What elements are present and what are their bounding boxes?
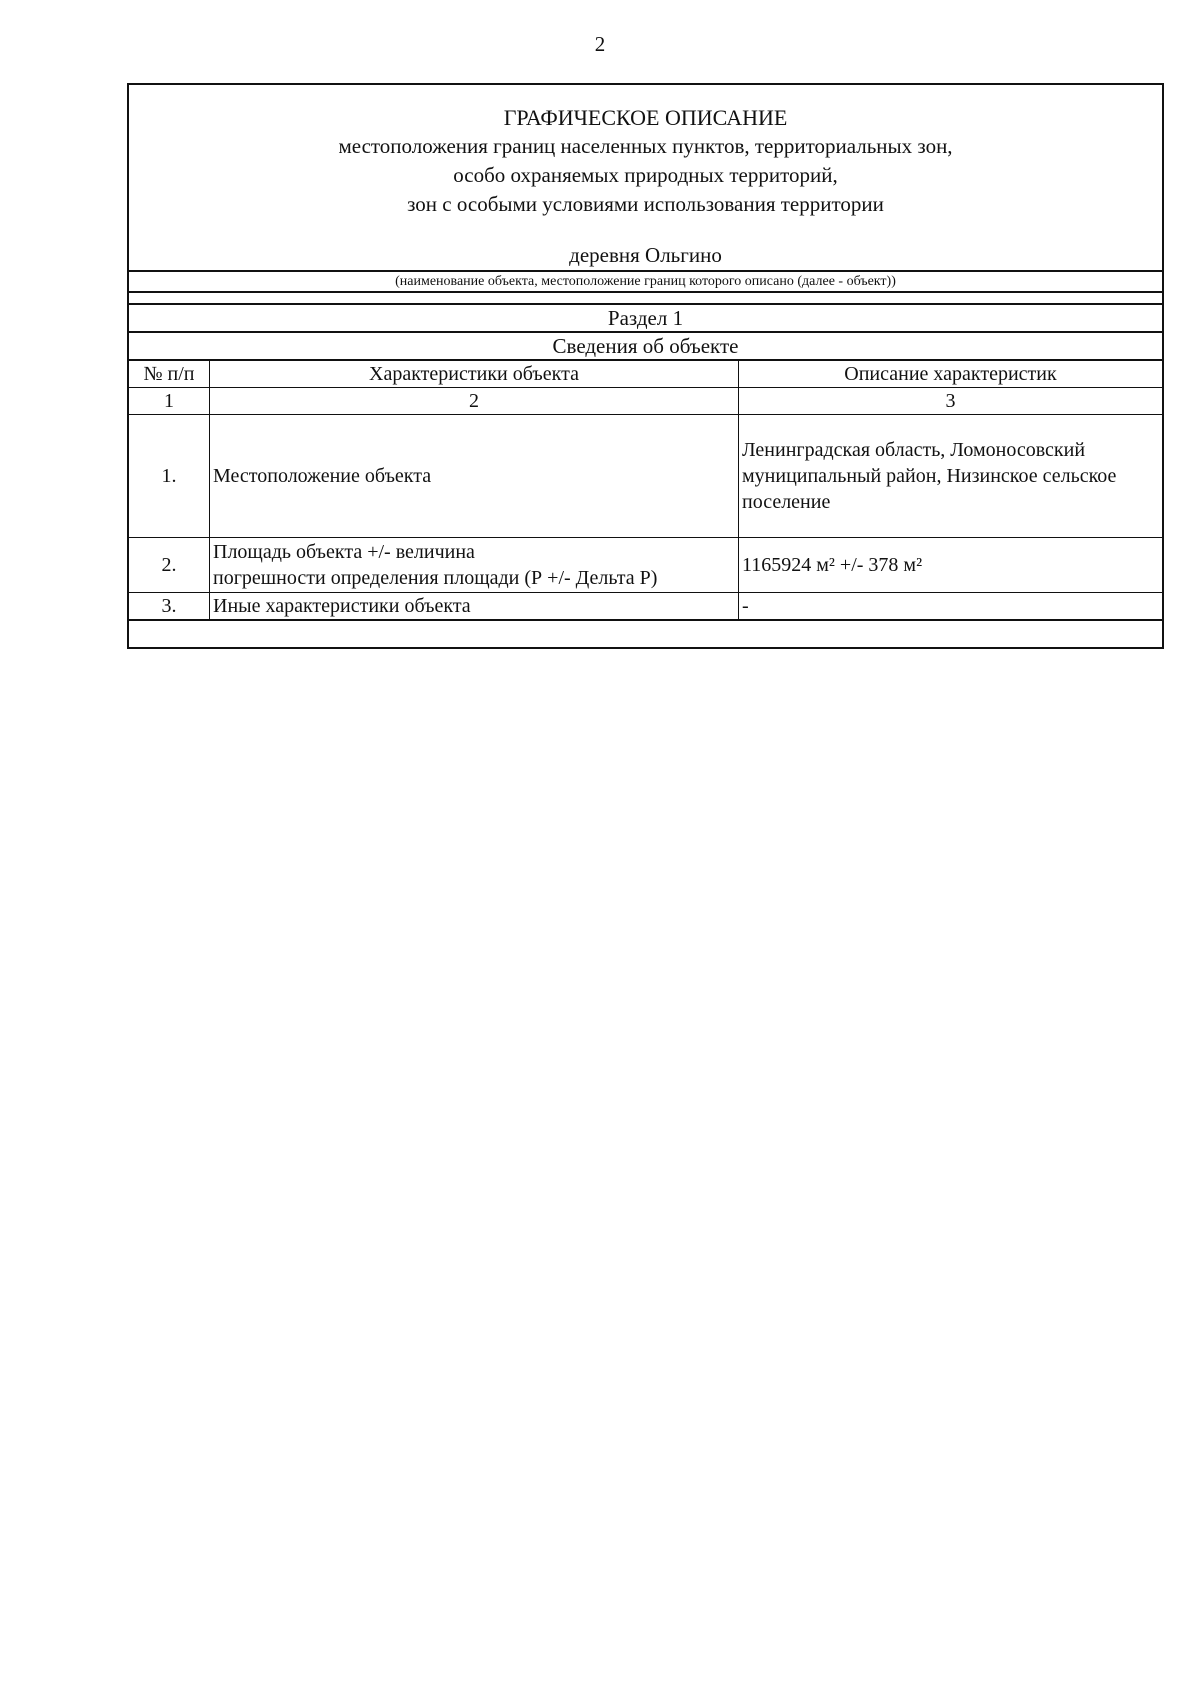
header-cell-description: Описание характеристик — [739, 360, 1163, 388]
document-title: ГРАФИЧЕСКОЕ ОПИСАНИЕ — [503, 105, 788, 130]
description-line: муниципальный район, Низинское сельское — [742, 465, 1117, 487]
header-cell-number: № п/п — [129, 360, 210, 388]
row-description — [739, 593, 1163, 620]
characteristic-line: Площадь объекта +/- величина — [213, 541, 475, 563]
row-description — [739, 538, 1163, 593]
table-row — [129, 538, 1162, 593]
description-line: поселение — [742, 491, 831, 513]
header-cell-characteristic: Характеристики объекта — [210, 360, 739, 388]
section-subtitle: Сведения об объекте — [129, 331, 1162, 359]
description-line: - — [742, 595, 749, 617]
characteristic-line: Местоположение объекта — [213, 465, 432, 487]
table-row — [129, 415, 1162, 538]
row-characteristic — [210, 538, 739, 593]
column-number-row — [129, 388, 1162, 415]
document-header — [129, 85, 1162, 270]
column-number-cell: 1 — [129, 388, 210, 415]
characteristic-line: погрешности определения площади (Р +/- Дельта Р) — [213, 567, 658, 589]
table-row — [129, 593, 1162, 620]
object-name: деревня Ольгино — [569, 243, 722, 267]
row-number: 2. — [129, 538, 210, 593]
subtitle-line: зон с особыми условиями использования территории — [407, 192, 884, 216]
object-info-table — [129, 359, 1162, 620]
subtitle-line: местоположения границ населенных пунктов, территориальных зон, — [338, 134, 953, 158]
row-number: 1. — [129, 415, 210, 538]
row-characteristic — [210, 415, 739, 538]
table-header-row — [129, 360, 1162, 388]
description-line: Ленинградская область, Ломоносовский — [742, 439, 1086, 461]
row-description — [739, 415, 1163, 538]
description-line: 1165924 м² +/- 378 м² — [742, 554, 923, 576]
page-number: 2 — [594, 32, 606, 56]
object-caption: (наименование объекта, местоположение границ которого описано (далее - объект)) — [129, 270, 1162, 291]
column-number-cell: 2 — [210, 388, 739, 415]
subtitle-line: особо охраняемых природных территорий, — [453, 163, 838, 187]
row-characteristic — [210, 593, 739, 620]
blank-strip — [129, 291, 1162, 303]
characteristic-line: Иные характеристики объекта — [213, 595, 471, 617]
blank-strip — [129, 620, 1162, 647]
column-number-cell: 3 — [739, 388, 1163, 415]
row-number: 3. — [129, 593, 210, 620]
section-title: Раздел 1 — [129, 303, 1162, 331]
description-frame — [127, 83, 1164, 649]
